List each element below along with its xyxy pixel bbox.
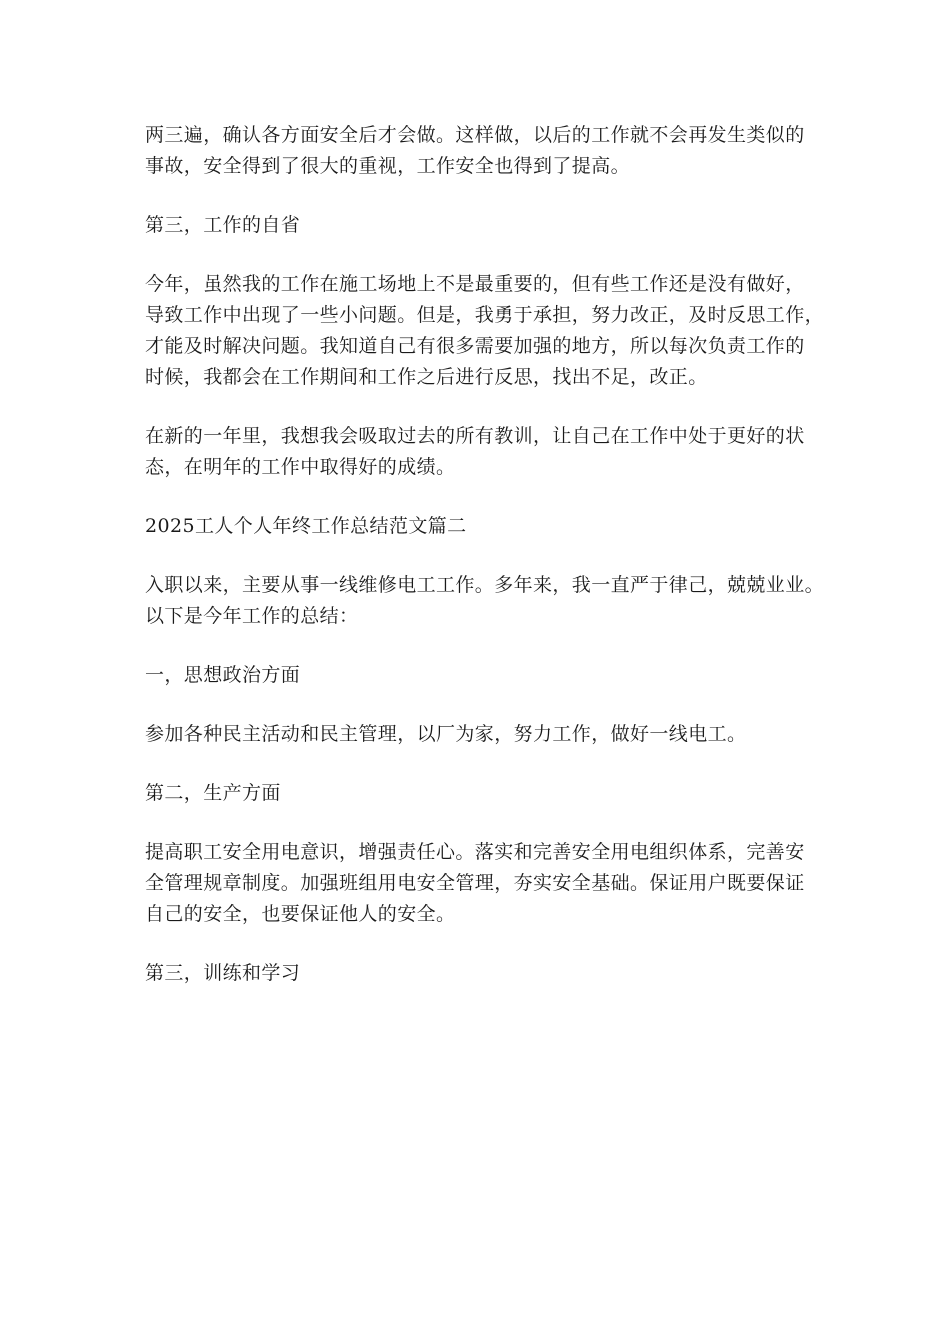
section-heading-production: 第二，生产方面 — [145, 782, 281, 804]
document-body — [145, 120, 825, 1017]
section-heading-training: 第三，训练和学习 — [145, 962, 301, 984]
paragraph-production — [145, 837, 810, 930]
text-line: 在新的一年里，我想我会吸取过去的所有教训，让自己在工作中处于更好的状 — [145, 425, 805, 447]
paragraph-introduction — [145, 570, 825, 632]
text-line: 导致工作中出现了一些小问题。但是，我勇于承担，努力改正，及时反思工作， — [145, 304, 825, 326]
text-line: 两三遍，确认各方面安全后才会做。这样做，以后的工作就不会再发生类似的 — [145, 124, 805, 146]
text-line: 以下是今年工作的总结： — [145, 605, 359, 627]
article-title-part-two: 2025工人个人年终工作总结范文篇二 — [145, 515, 467, 537]
paragraph-new-year — [145, 421, 810, 483]
text-line: 参加各种民主活动和民主管理，以厂为家，努力工作，做好一线电工。 — [145, 723, 747, 745]
text-line: 才能及时解决问题。我知道自己有很多需要加强的地方，所以每次负责工作的 — [145, 335, 805, 357]
section-heading-political: 一，思想政治方面 — [145, 664, 301, 686]
paragraph-political — [145, 719, 810, 750]
text-line: 事故，安全得到了很大的重视，工作安全也得到了提高。 — [145, 155, 631, 177]
paragraph-self-reflection — [145, 269, 825, 393]
text-line: 自己的安全，也要保证他人的安全。 — [145, 903, 456, 925]
text-line: 时候，我都会在工作期间和工作之后进行反思，找出不足，改正。 — [145, 366, 708, 388]
text-line: 态，在明年的工作中取得好的成绩。 — [145, 456, 456, 478]
text-line: 全管理规章制度。加强班组用电安全管理，夯实安全基础。保证用户既要保证 — [145, 872, 805, 894]
text-line: 入职以来，主要从事一线维修电工工作。多年来，我一直严于律己，兢兢业业。 — [145, 574, 825, 596]
section-heading-self-reflection: 第三，工作的自省 — [145, 214, 301, 236]
text-line: 今年，虽然我的工作在施工场地上不是最重要的，但有些工作还是没有做好， — [145, 273, 805, 295]
paragraph-safety-conclusion — [145, 120, 810, 182]
text-line: 提高职工安全用电意识，增强责任心。落实和完善安全用电组织体系，完善安 — [145, 841, 805, 863]
